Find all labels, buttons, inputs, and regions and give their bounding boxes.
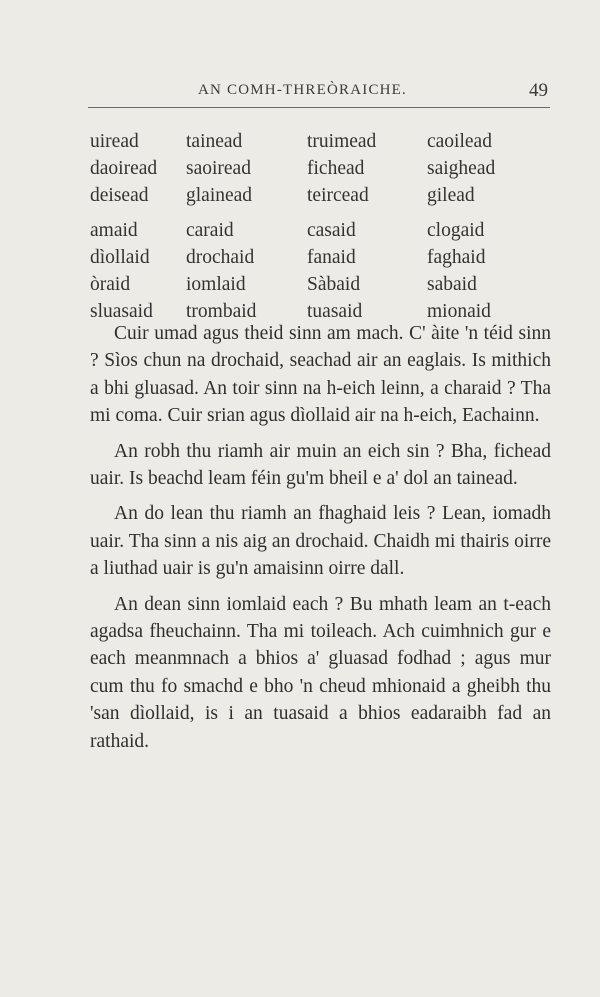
word-cell: saighead <box>427 157 496 179</box>
word-cell: deisead <box>90 184 149 206</box>
word-cell: teircead <box>307 184 369 206</box>
word-cell: gilead <box>427 184 475 206</box>
word-cell: sabaid <box>427 273 477 295</box>
page-number: 49 <box>529 80 548 101</box>
word-cell: caraid <box>186 219 234 241</box>
word-cell: amaid <box>90 219 138 241</box>
body-text <box>90 320 551 763</box>
header-title: AN COMH-THREÒRAICHE. <box>198 82 407 98</box>
word-cell: faghaid <box>427 246 486 268</box>
group-spacer <box>90 209 530 217</box>
word-cell: truimead <box>307 130 377 152</box>
word-cell: tuasaid <box>307 300 363 322</box>
word-row <box>90 217 530 244</box>
word-cell: uiread <box>90 130 139 152</box>
word-cell: sluasaid <box>90 300 153 322</box>
header-rule <box>88 107 550 108</box>
word-cell: trombaid <box>186 300 257 322</box>
word-cell: dìollaid <box>90 246 150 268</box>
word-cell: fanaid <box>307 246 356 268</box>
word-cell: tainead <box>186 130 243 152</box>
word-cell: mionaid <box>427 300 491 322</box>
paragraph: An do lean thu riamh an fhaghaid leis ? Lean, iomadh uair. Tha sinn a nis aig an drochaid. Chaidh mi thairis oirre a liuthad uair is gu'n amaisinn oirre dall. <box>90 503 551 580</box>
word-cell: saoiread <box>186 157 251 179</box>
word-cell: fichead <box>307 157 365 179</box>
word-row <box>90 128 530 155</box>
word-list-table <box>90 128 530 325</box>
paragraph: Cuir umad agus theid sinn am mach. C' àite 'n téid sinn ? Sìos chun na drochaid, seachad air an eaglais. Is mithich a bhi gluasad. An toir sinn na h-eich leinn, a charaid ? Tha mi coma. Cuir srian agus dìollaid air na h-eich, Eachainn. <box>90 323 551 427</box>
word-cell: caoilead <box>427 130 492 152</box>
paragraph: An robh thu riamh air muin an eich sin ? Bha, fichead uair. Is beachd leam féin gu'm bheil e a' dol an tainead. <box>90 440 551 490</box>
word-row <box>90 155 530 182</box>
word-cell: iomlaid <box>186 273 246 295</box>
word-cell: drochaid <box>186 246 255 268</box>
word-row <box>90 244 530 271</box>
word-cell: clogaid <box>427 219 485 241</box>
word-cell: Sàbaid <box>307 273 361 295</box>
paragraph: An dean sinn iomlaid each ? Bu mhath leam an t-each agadsa fheuchainn. Tha mi toileach. Ach cuimhnich gur e each meanmnach a bhios a' gluasad fodhad ; agus mur cum thu fo smachd e bho 'n cheud mhionaid a gheibh thu 'san dìollaid, is i an tuasaid a bhios eadaraibh fad an rathaid. <box>90 593 551 752</box>
word-cell: glainead <box>186 184 253 206</box>
word-cell: daoiread <box>90 157 158 179</box>
running-header <box>88 80 550 102</box>
word-row <box>90 182 530 209</box>
word-cell: òraid <box>90 273 131 295</box>
word-row <box>90 271 530 298</box>
word-cell: casaid <box>307 219 356 241</box>
